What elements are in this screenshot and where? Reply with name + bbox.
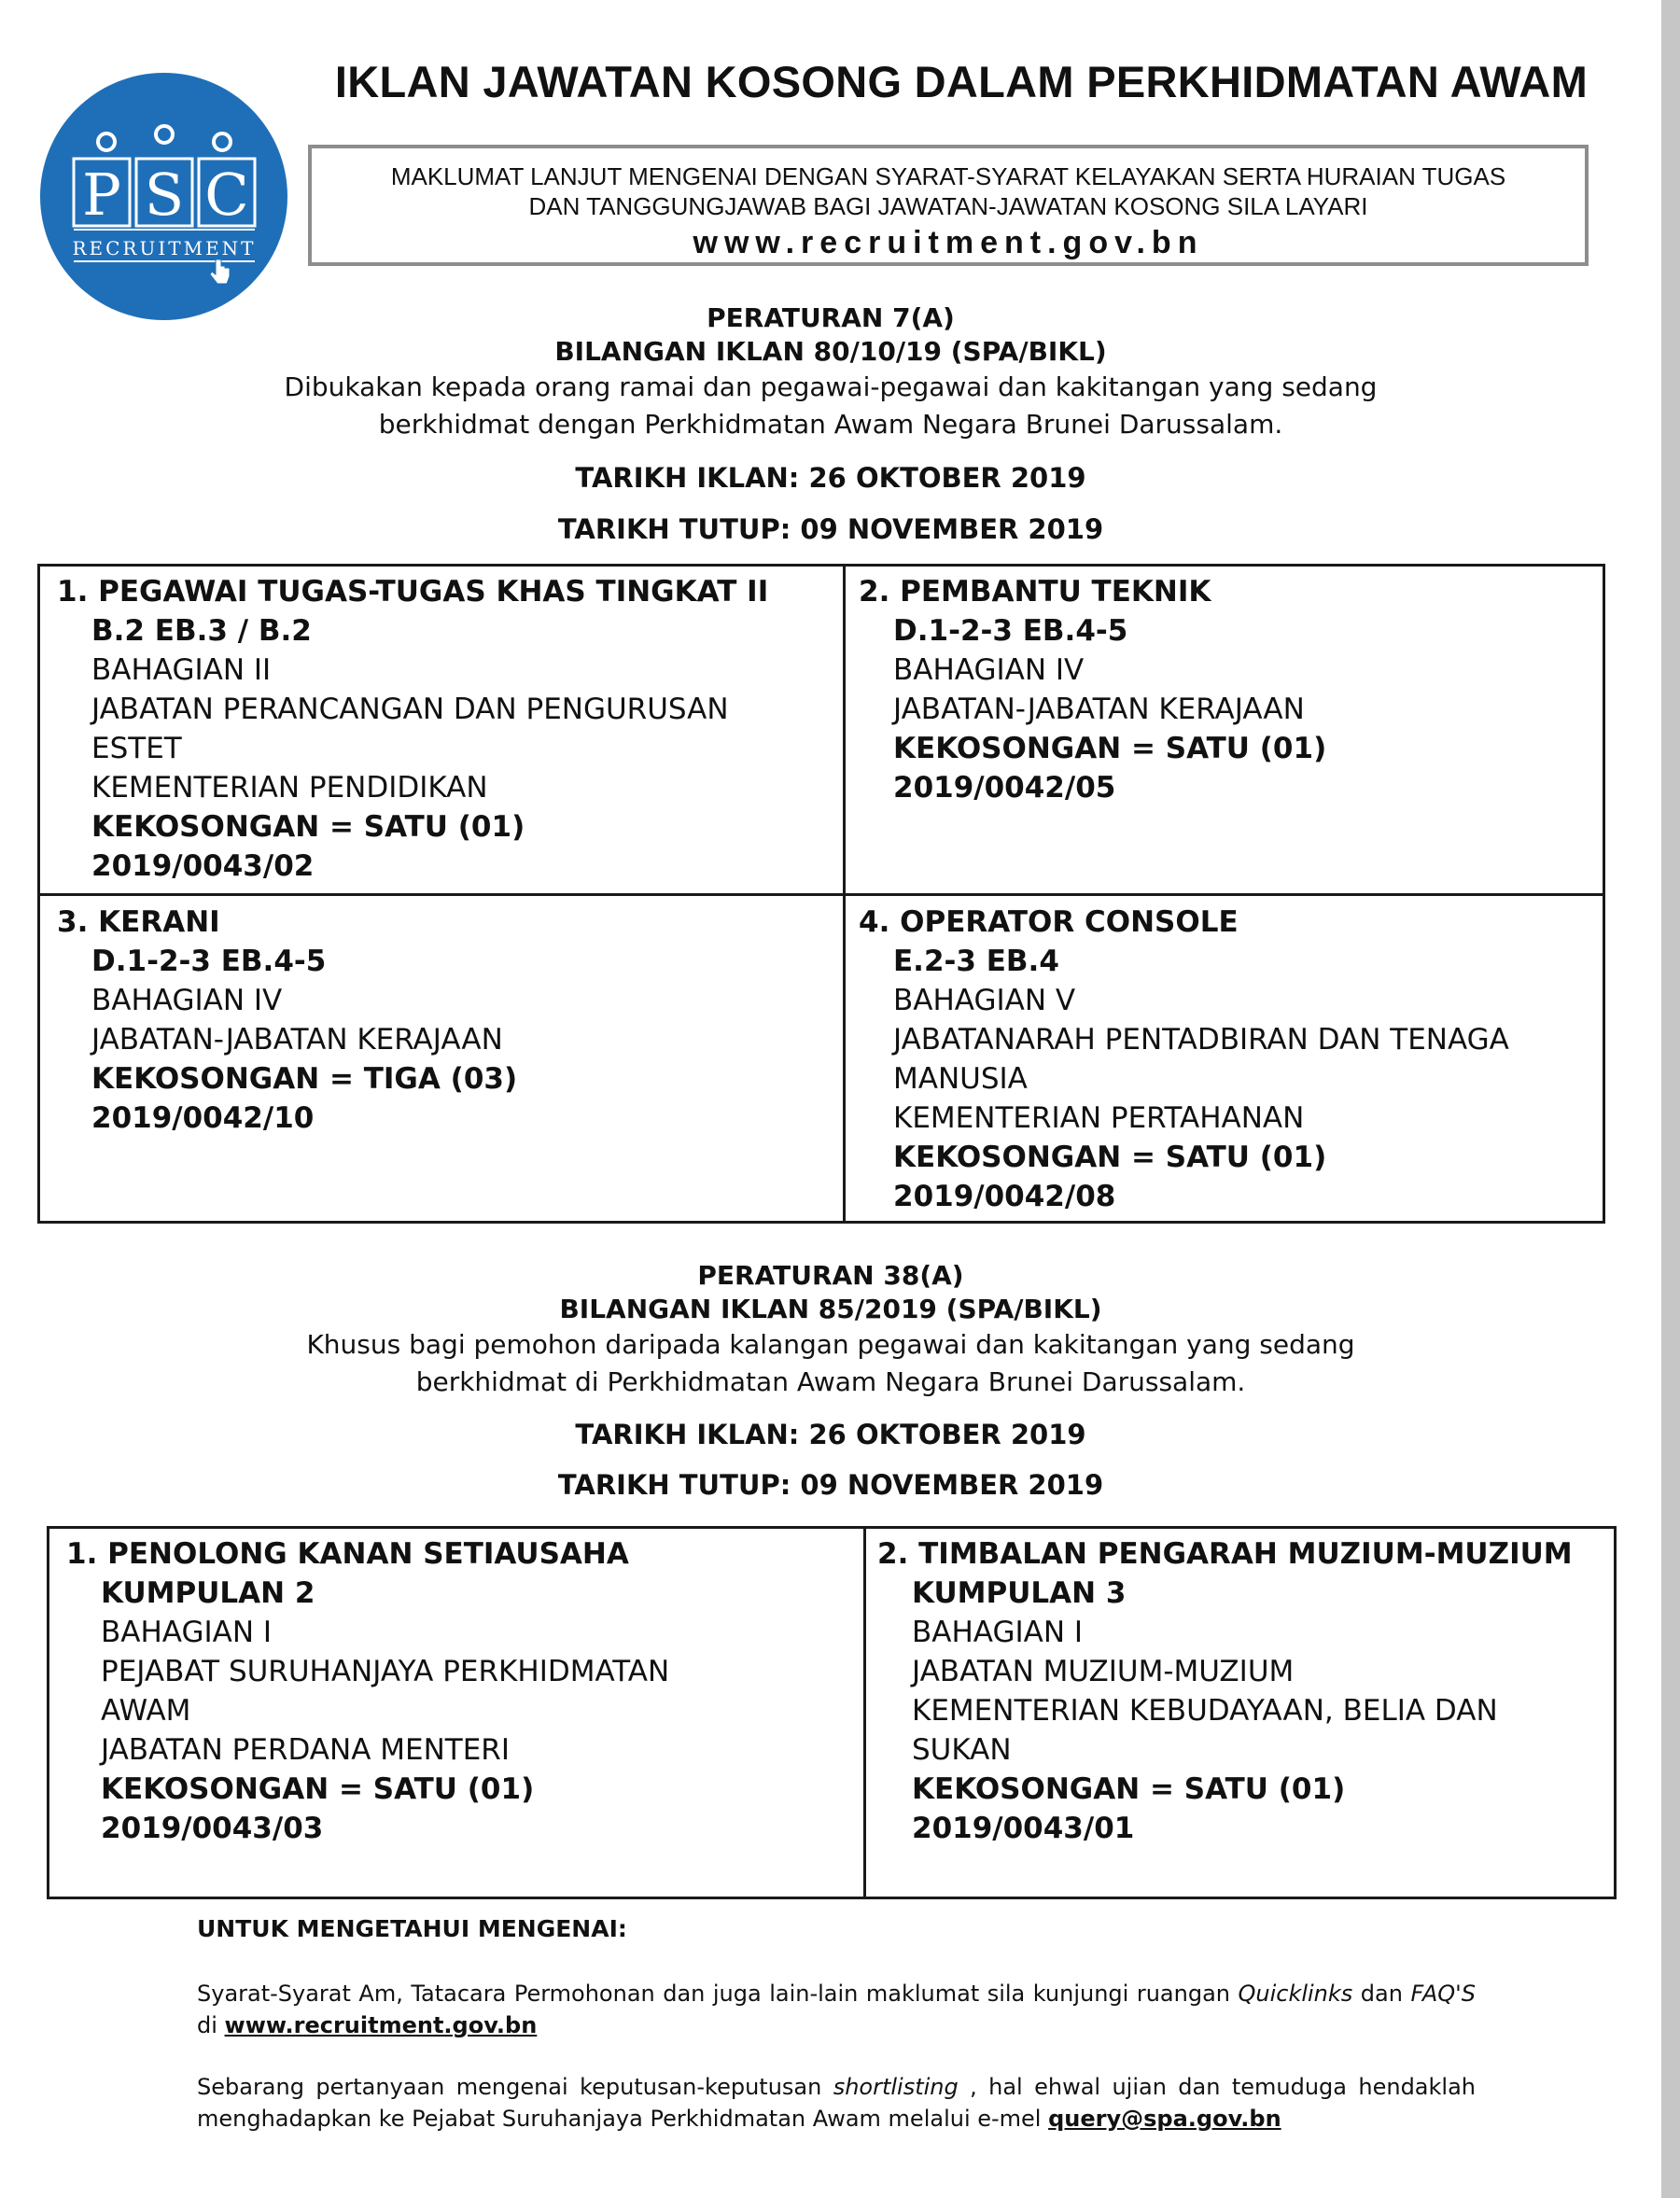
- faqs-text: FAQ'S: [1410, 1981, 1476, 2007]
- vacancy-ref: 2019/0042/10: [91, 1101, 315, 1135]
- footer-heading: UNTUK MENGETAHUI MENGENAI:: [197, 1915, 627, 1942]
- section-2-ad-date: TARIKH IKLAN: 26 OKTOBER 2019: [575, 1419, 1086, 1450]
- footer-paragraph-2: [197, 2071, 1476, 2135]
- info-line-1: MAKLUMAT LANJUT MENGENAI DENGAN SYARAT-SYARAT KELAYAKAN SERTA HURAIAN TUGAS: [390, 162, 1506, 190]
- vacancy-title: 2. TIMBALAN PENGARAH MUZIUM-MUZIUM: [877, 1537, 1573, 1571]
- vacancy-line: ESTET: [91, 732, 182, 765]
- recruitment-url-link[interactable]: www.recruitment.gov.bn: [693, 225, 1204, 260]
- vacancy-ref: 2019/0043/01: [912, 1812, 1135, 1845]
- vacancy-count: KEKOSONGAN = SATU (01): [101, 1772, 535, 1806]
- vacancy-grade: B.2 EB.3 / B.2: [91, 614, 312, 648]
- vacancy-line: BAHAGIAN V: [893, 984, 1076, 1017]
- vacancy-line: SUKAN: [912, 1733, 1012, 1767]
- vacancy-count: KEKOSONGAN = SATU (01): [912, 1772, 1346, 1806]
- shortlisting-text: shortlisting: [833, 2074, 959, 2100]
- vacancy-line: AWAM: [101, 1694, 191, 1728]
- vacancy-title: 2. PEMBANTU TEKNIK: [859, 575, 1211, 609]
- vacancy-grade: E.2-3 EB.4: [893, 945, 1059, 978]
- section-2-description-2: berkhidmat di Perkhidmatan Awam Negara Brunei Darussalam.: [415, 1366, 1246, 1397]
- vacancy-cell: [859, 572, 1596, 807]
- vacancy-ref: 2019/0042/05: [893, 771, 1116, 805]
- section-1-ad-number: BILANGAN IKLAN 80/10/19 (SPA/BIKL): [554, 336, 1107, 367]
- vacancy-grade: KUMPULAN 2: [101, 1576, 315, 1610]
- quicklinks-text: Quicklinks: [1238, 1981, 1353, 2007]
- section-2-vacancy-table: [47, 1526, 1617, 1899]
- section-1-description-1: Dibukakan kepada orang ramai dan pegawai-pegawai dan kakitangan yang sedang: [284, 371, 1378, 402]
- logo-subtext: RECRUITMENT: [72, 237, 257, 259]
- psc-recruitment-logo: [40, 73, 287, 320]
- footer-recruitment-link[interactable]: www.recruitment.gov.bn: [224, 2012, 538, 2038]
- query-email-link[interactable]: query@spa.gov.bn: [1048, 2106, 1281, 2132]
- footer-text: , hal ehwal ujian dan temuduga hendaklah menghadapkan ke Pejabat Suruhanjaya Perkhidmatan Awam melalui e-mel: [197, 2074, 1476, 2132]
- section-1-heading: [0, 301, 1661, 443]
- vacancy-count: KEKOSONGAN = SATU (01): [91, 810, 525, 844]
- vacancy-title: 3. KERANI: [57, 905, 220, 939]
- psc-logo-graphic: [40, 73, 287, 320]
- footer: [197, 1915, 1476, 2135]
- section-1-close-date: TARIKH TUTUP: 09 NOVEMBER 2019: [557, 513, 1104, 545]
- section-1-ad-date: TARIKH IKLAN: 26 OKTOBER 2019: [575, 462, 1086, 494]
- logo-letter-p: P: [82, 161, 121, 229]
- vacancy-grade: KUMPULAN 3: [912, 1576, 1127, 1610]
- page-edge-bar: [1661, 0, 1680, 2198]
- vacancy-line: JABATAN PERDANA MENTERI: [101, 1733, 510, 1767]
- section-2-regulation: PERATURAN 38(A): [697, 1260, 964, 1291]
- vacancy-line: JABATAN-JABATAN KERAJAAN: [893, 693, 1305, 726]
- vacancy-ref: 2019/0043/03: [101, 1812, 324, 1845]
- vacancy-line: JABATAN PERANCANGAN DAN PENGURUSAN: [91, 693, 729, 726]
- page-title: IKLAN JAWATAN KOSONG DALAM PERKHIDMATAN AWAM: [334, 57, 1589, 106]
- section-2-close-date: TARIKH TUTUP: 09 NOVEMBER 2019: [557, 1469, 1104, 1501]
- section-2-heading: [0, 1259, 1661, 1401]
- vacancy-grade: D.1-2-3 EB.4-5: [91, 945, 327, 978]
- vacancy-ref: 2019/0042/08: [893, 1180, 1116, 1213]
- section-1-vacancy-table: [37, 564, 1605, 1224]
- info-line-2: DAN TANGGUNGJAWAB BAGI JAWATAN-JAWATAN KOSONG SILA LAYARI: [528, 192, 1368, 220]
- vacancy-count: KEKOSONGAN = SATU (01): [893, 1141, 1327, 1174]
- vacancy-cell: [66, 1534, 855, 1848]
- vacancy-title: 1. PENOLONG KANAN SETIAUSAHA: [66, 1537, 629, 1571]
- vacancy-line: BAHAGIAN II: [91, 653, 272, 687]
- vacancy-cell: [859, 903, 1596, 1216]
- vacancy-line: PEJABAT SURUHANJAYA PERKHIDMATAN: [101, 1655, 670, 1688]
- info-box: [308, 145, 1589, 266]
- vacancy-title: 4. OPERATOR CONSOLE: [859, 905, 1239, 939]
- vacancy-count: KEKOSONGAN = TIGA (03): [91, 1062, 518, 1096]
- vacancy-line: BAHAGIAN I: [101, 1616, 273, 1649]
- section-2-description-1: Khusus bagi pemohon daripada kalangan pegawai dan kakitangan yang sedang: [306, 1329, 1355, 1360]
- vacancy-grade: D.1-2-3 EB.4-5: [893, 614, 1128, 648]
- vacancy-line: JABATAN-JABATAN KERAJAAN: [91, 1023, 503, 1057]
- logo-letter-c: C: [204, 161, 249, 229]
- hand-cursor-icon: [210, 259, 230, 284]
- vacancy-cell: [57, 903, 836, 1138]
- vacancy-count: KEKOSONGAN = SATU (01): [893, 732, 1327, 765]
- section-2-ad-number: BILANGAN IKLAN 85/2019 (SPA/BIKL): [559, 1294, 1102, 1324]
- footer-text: di: [197, 2012, 225, 2038]
- vacancy-cell: [877, 1534, 1610, 1848]
- vacancy-line: KEMENTERIAN PERTAHANAN: [893, 1101, 1305, 1135]
- footer-text: dan: [1352, 1981, 1411, 2007]
- vacancy-line: BAHAGIAN I: [912, 1616, 1084, 1649]
- vacancy-line: BAHAGIAN IV: [893, 653, 1085, 687]
- vacancy-ref: 2019/0043/02: [91, 849, 315, 883]
- vacancy-line: KEMENTERIAN KEBUDAYAAN, BELIA DAN: [912, 1694, 1498, 1728]
- footer-text: Syarat-Syarat Am, Tatacara Permohonan dan juga lain-lain maklumat sila kunjungi ruangan: [197, 1981, 1239, 2007]
- logo-letter-s: S: [144, 161, 185, 229]
- section-1-regulation: PERATURAN 7(A): [707, 302, 955, 333]
- footer-text: Sebarang pertanyaan mengenai keputusan-keputusan: [197, 2074, 833, 2100]
- vacancy-title: 1. PEGAWAI TUGAS-TUGAS KHAS TINGKAT II: [57, 575, 769, 609]
- vacancy-line: MANUSIA: [893, 1062, 1028, 1096]
- vacancy-line: BAHAGIAN IV: [91, 984, 283, 1017]
- vacancy-line: KEMENTERIAN PENDIDIKAN: [91, 771, 488, 805]
- section-1-description-2: berkhidmat dengan Perkhidmatan Awam Negara Brunei Darussalam.: [378, 409, 1283, 440]
- vacancy-cell: [57, 572, 836, 886]
- vacancy-line: JABATANARAH PENTADBIRAN DAN TENAGA: [893, 1023, 1509, 1057]
- footer-paragraph-1: [197, 1978, 1476, 2041]
- vacancy-line: JABATAN MUZIUM-MUZIUM: [912, 1655, 1295, 1688]
